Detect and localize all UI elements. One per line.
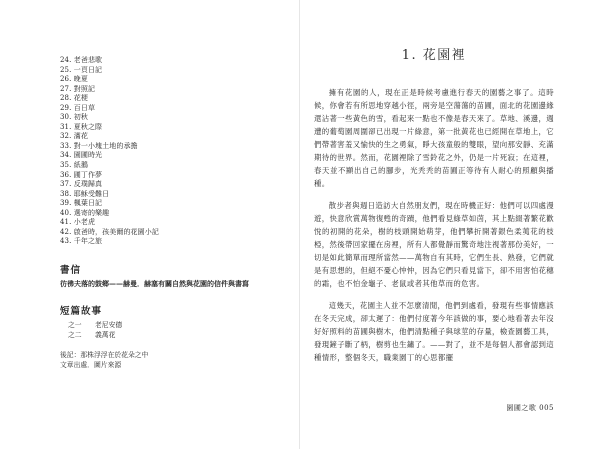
story-title: 義萬花 [95,330,116,339]
page-gutter [299,0,300,449]
postscript-entry: 後記：那株浮浮在於花朵之中 [60,350,149,359]
toc-entry: 37. 反璞歸真 [60,180,103,189]
letters-heading: 書信 [60,264,82,276]
toc-entry: 36. 圃丁作夢 [60,170,103,179]
sources-entry: 文章出處．圖片來源 [60,360,122,369]
short-stories-list [60,320,280,340]
body-text [314,86,554,373]
toc-entry: 25. 一頁日記 [60,65,103,74]
chapter-title: 1. 花園裡 [401,48,467,63]
story-title: 老尼安德 [95,320,123,329]
paragraph: 擁有花園的人，現在正是時候考慮進行春天的園藝之事了。這時候，你會若有所思地穿越小徑，兩旁是空蕩蕩的苗圃，面北的花園邊緣還沾著一些黃色的雪，看起來一點也不像是春天來了。草地、溪邊，週遭的葡萄園周圍卻已出現一片綠意，第一批黃花也已經開在草地上，它們帶著害羞又愉快的生之勇氣，睜大孩童般的雙眼，望向那安靜、充滿期待的世界。然而，花園裡除了雪鈴花之外，仍是一片死寂；在這裡，春天並不顯出自己的腳步，光秃秃的苗圃正等待有人耐心的照顧與播種。 [314,88,554,188]
toc-entry: 40. 選寄的樂趣 [60,208,110,217]
toc-entry: 33. 對一小塊土地的承擔 [60,141,138,150]
story-number: 之一 [68,320,82,329]
table-of-contents [60,56,280,247]
toc-entry: 24. 老爸悲歌 [60,56,103,64]
toc-entry: 39. 楓葉日記 [60,199,103,208]
toc-entry: 30. 初秋 [60,113,88,122]
toc-entry: 27. 對照記 [60,84,96,93]
story-entry [60,320,280,330]
story-number: 之二 [68,330,82,339]
letters-entry: 彷彿夫落的鼓鄉——赫曼．赫塞有關自然與花園的信件與書寫 [60,278,249,288]
toc-entry: 34. 園圃時光 [60,151,103,160]
toc-entry: 43. 千年之旅 [60,237,103,246]
toc-entry: 38. 耶穌受難日 [60,189,110,198]
toc-entry: 42. 啟爸時，孩美爾的花園小記 [60,227,159,236]
paragraph: 散步者與週日造訪大自然朋友們，現在時機正好：他們可以四處漫遊，快意欣賞萬物復甦的奇蹟，他們看見綠草如茵，其上點綴著繁花歡悅的初開的花朵，樹的枝頭開始萌芽，他們攀折開著銀色柔荑花的枝椏，然後帶回家擺在房裡，所有人都覺靜而驚奇地注視著那份美好，一切是如此簡單而理所當然——萬物自有其時，它們生長、熟發，它們就是有思想的，但絕不憂心忡忡，因為它們只看見當下，卻不用害怕花穗的霜，也不怕金龜子、老鼠或者其他草而的危害。 [314,201,554,288]
toc-entry: 29. 百日草 [60,103,96,112]
left-page [60,56,280,370]
toc-entry: 41. 小老虎 [60,218,96,227]
toc-entry: 31. 夏秋之際 [60,122,103,131]
paragraph: 這幾天，花園主人並不怎麼清閒，他們到處看，發現有些事情應該在冬天完成，卻太遲了：他們付度著今年該做的事，要心地看著去年沒好好照料的苗圃與樹木，他們清點種子與球莖的存量，檢查園藝工具，發現鏟子斷了柄，樹剪也生鏽了。——對了，並不是每個人都會認到這種情形，整個冬天，職業園丁的心思都擺 [314,301,554,362]
short-stories-heading: 短篇故事 [60,305,103,317]
toc-entry: 32. 滿花 [60,132,88,141]
postscript-section [60,350,280,370]
story-entry [60,330,280,340]
toc-entry: 26. 晚夏 [60,75,88,84]
toc-entry: 35. 紙鵝 [60,161,88,170]
toc-entry: 28. 花梗 [60,94,88,103]
right-page [314,0,554,449]
page-folio: 園圃之歌 005 [506,404,554,412]
